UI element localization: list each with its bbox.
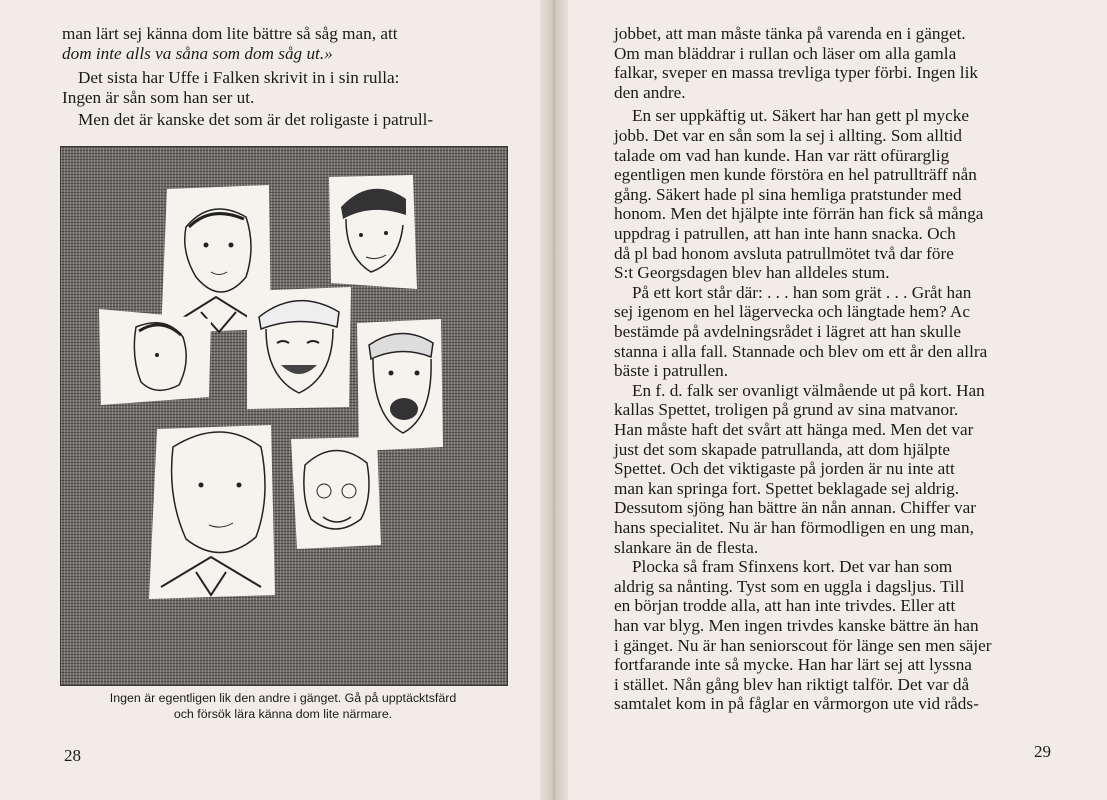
text-line: En f. d. falk ser ovanligt välmående ut på kort. Han <box>632 380 985 400</box>
text-line: bestämde på avdelningsrådet i lägret att han skulle <box>614 322 961 341</box>
text-line: En ser uppkäftig ut. Säkert har han gett pl mycke <box>632 106 969 126</box>
figure-caption-line: och försök lära känna dom lite närmare. <box>173 707 393 721</box>
text-line: bäste i patrullen. <box>614 361 729 381</box>
portrait-card <box>149 425 275 599</box>
text-line: aldrig sa nånting. Tyst som en uggla i dagsljus. Till <box>614 576 965 596</box>
text-line: Om man bläddrar i rullan och läser om alla gamla <box>614 43 957 63</box>
sketch-drawings <box>61 147 507 685</box>
text-line: hans specialitet. Nu är han förmodligen en ung man, <box>614 518 974 537</box>
text-line: Men det är kanske det som är det roligaste i patrull- <box>78 110 434 129</box>
text-line: fortfarande inte så mycke. Han har lärt sej att lyssna <box>614 655 972 675</box>
text-line: man kan springa fort. Spettet beklagade sej aldrig. <box>614 478 960 498</box>
text-line: uppdrag i patrullen, att han inte hann snacka. Och <box>614 224 956 243</box>
text-line: han var blyg. Men ingen trivdes kanske bättre än han <box>614 616 979 635</box>
text-line: jobb. Det var en sån som la sej i allting. Som alltid <box>614 126 962 145</box>
text-line: en början trodde alla, att han inte trivdes. Eller att <box>614 596 956 616</box>
text-line: honom. Men det hjälpte inte förrän han fick så många <box>614 204 984 224</box>
text-line: Det sista har Uffe i Falken skrivit in i sin rulla: <box>78 68 400 87</box>
text-line: slankare än de flesta. <box>614 537 759 557</box>
text-line: i stället. Nån gång blev han riktigt talför. Det var då <box>614 674 970 694</box>
text-line: Han måste haft det svårt att hänga med. Men det var <box>614 420 974 439</box>
text-line: falkar, svеper en massa trevliga typer förbi. Ingen lik <box>614 63 978 83</box>
book-gutter <box>540 0 568 800</box>
page-number-left: 28 <box>64 746 81 765</box>
text-line: då pl bad honom avsluta patrullmötet två dar före <box>614 243 954 263</box>
text-line: Spettet. Och det viktigaste på jorden är nu inte att <box>614 459 955 479</box>
text-line: jobbet, att man måste tänka på varenda en i gänget. <box>614 24 966 43</box>
text-line: Dessutom sjöng han bättre än nån annan. Chiffer var <box>614 498 976 518</box>
text-line: S:t Georgsdagen blev han alldeles stum. <box>614 263 890 283</box>
figure-caption-line: Ingen är egentligen lik den andre i gänget. Gå på upptäcktsfärd <box>109 691 457 705</box>
text-line: dom inte alls va såna som dom såg ut.» <box>62 44 333 63</box>
text-line: Ingen är sån som han ser ut. <box>62 88 255 107</box>
text-line: i gänget. Nu är han seniorscout för länge sen men säjer <box>614 635 992 655</box>
text-line: talade om vad han kunde. Han var rätt ofürarglig <box>614 145 950 165</box>
text-line: gång. Säkert hade pl sina hemliga pratstunder med <box>614 184 962 204</box>
text-line: just det som skapade patrullanda, att dom hjälpte <box>614 439 951 459</box>
text-line: Plocka så fram Sfinxens kort. Det var han som <box>632 557 953 577</box>
portraits-illustration <box>60 146 508 686</box>
page-number-right: 29 <box>1034 742 1051 761</box>
text-line: man lärt sej känna dom lite bättre så såg man, att <box>62 24 398 43</box>
text-line: den andre. <box>614 82 686 102</box>
text-line: kallas Spettet, troligen på grund av sina matvanor. <box>614 400 959 420</box>
text-line: samtalet kom in på fåglar en vårmorgon ute vid råds- <box>614 694 979 714</box>
text-line: egentligen men kunde förstöra en hel patrullträff nån <box>614 165 977 185</box>
text-line: På ett kort står där: . . . han som grät . . . Gråt han <box>632 282 972 302</box>
text-line: stanna i alla fall. Stannade och blev om ett år den allra <box>614 341 988 361</box>
text-line: sej igenom en hel lägervecka och längtade hem? Ac <box>614 302 971 322</box>
